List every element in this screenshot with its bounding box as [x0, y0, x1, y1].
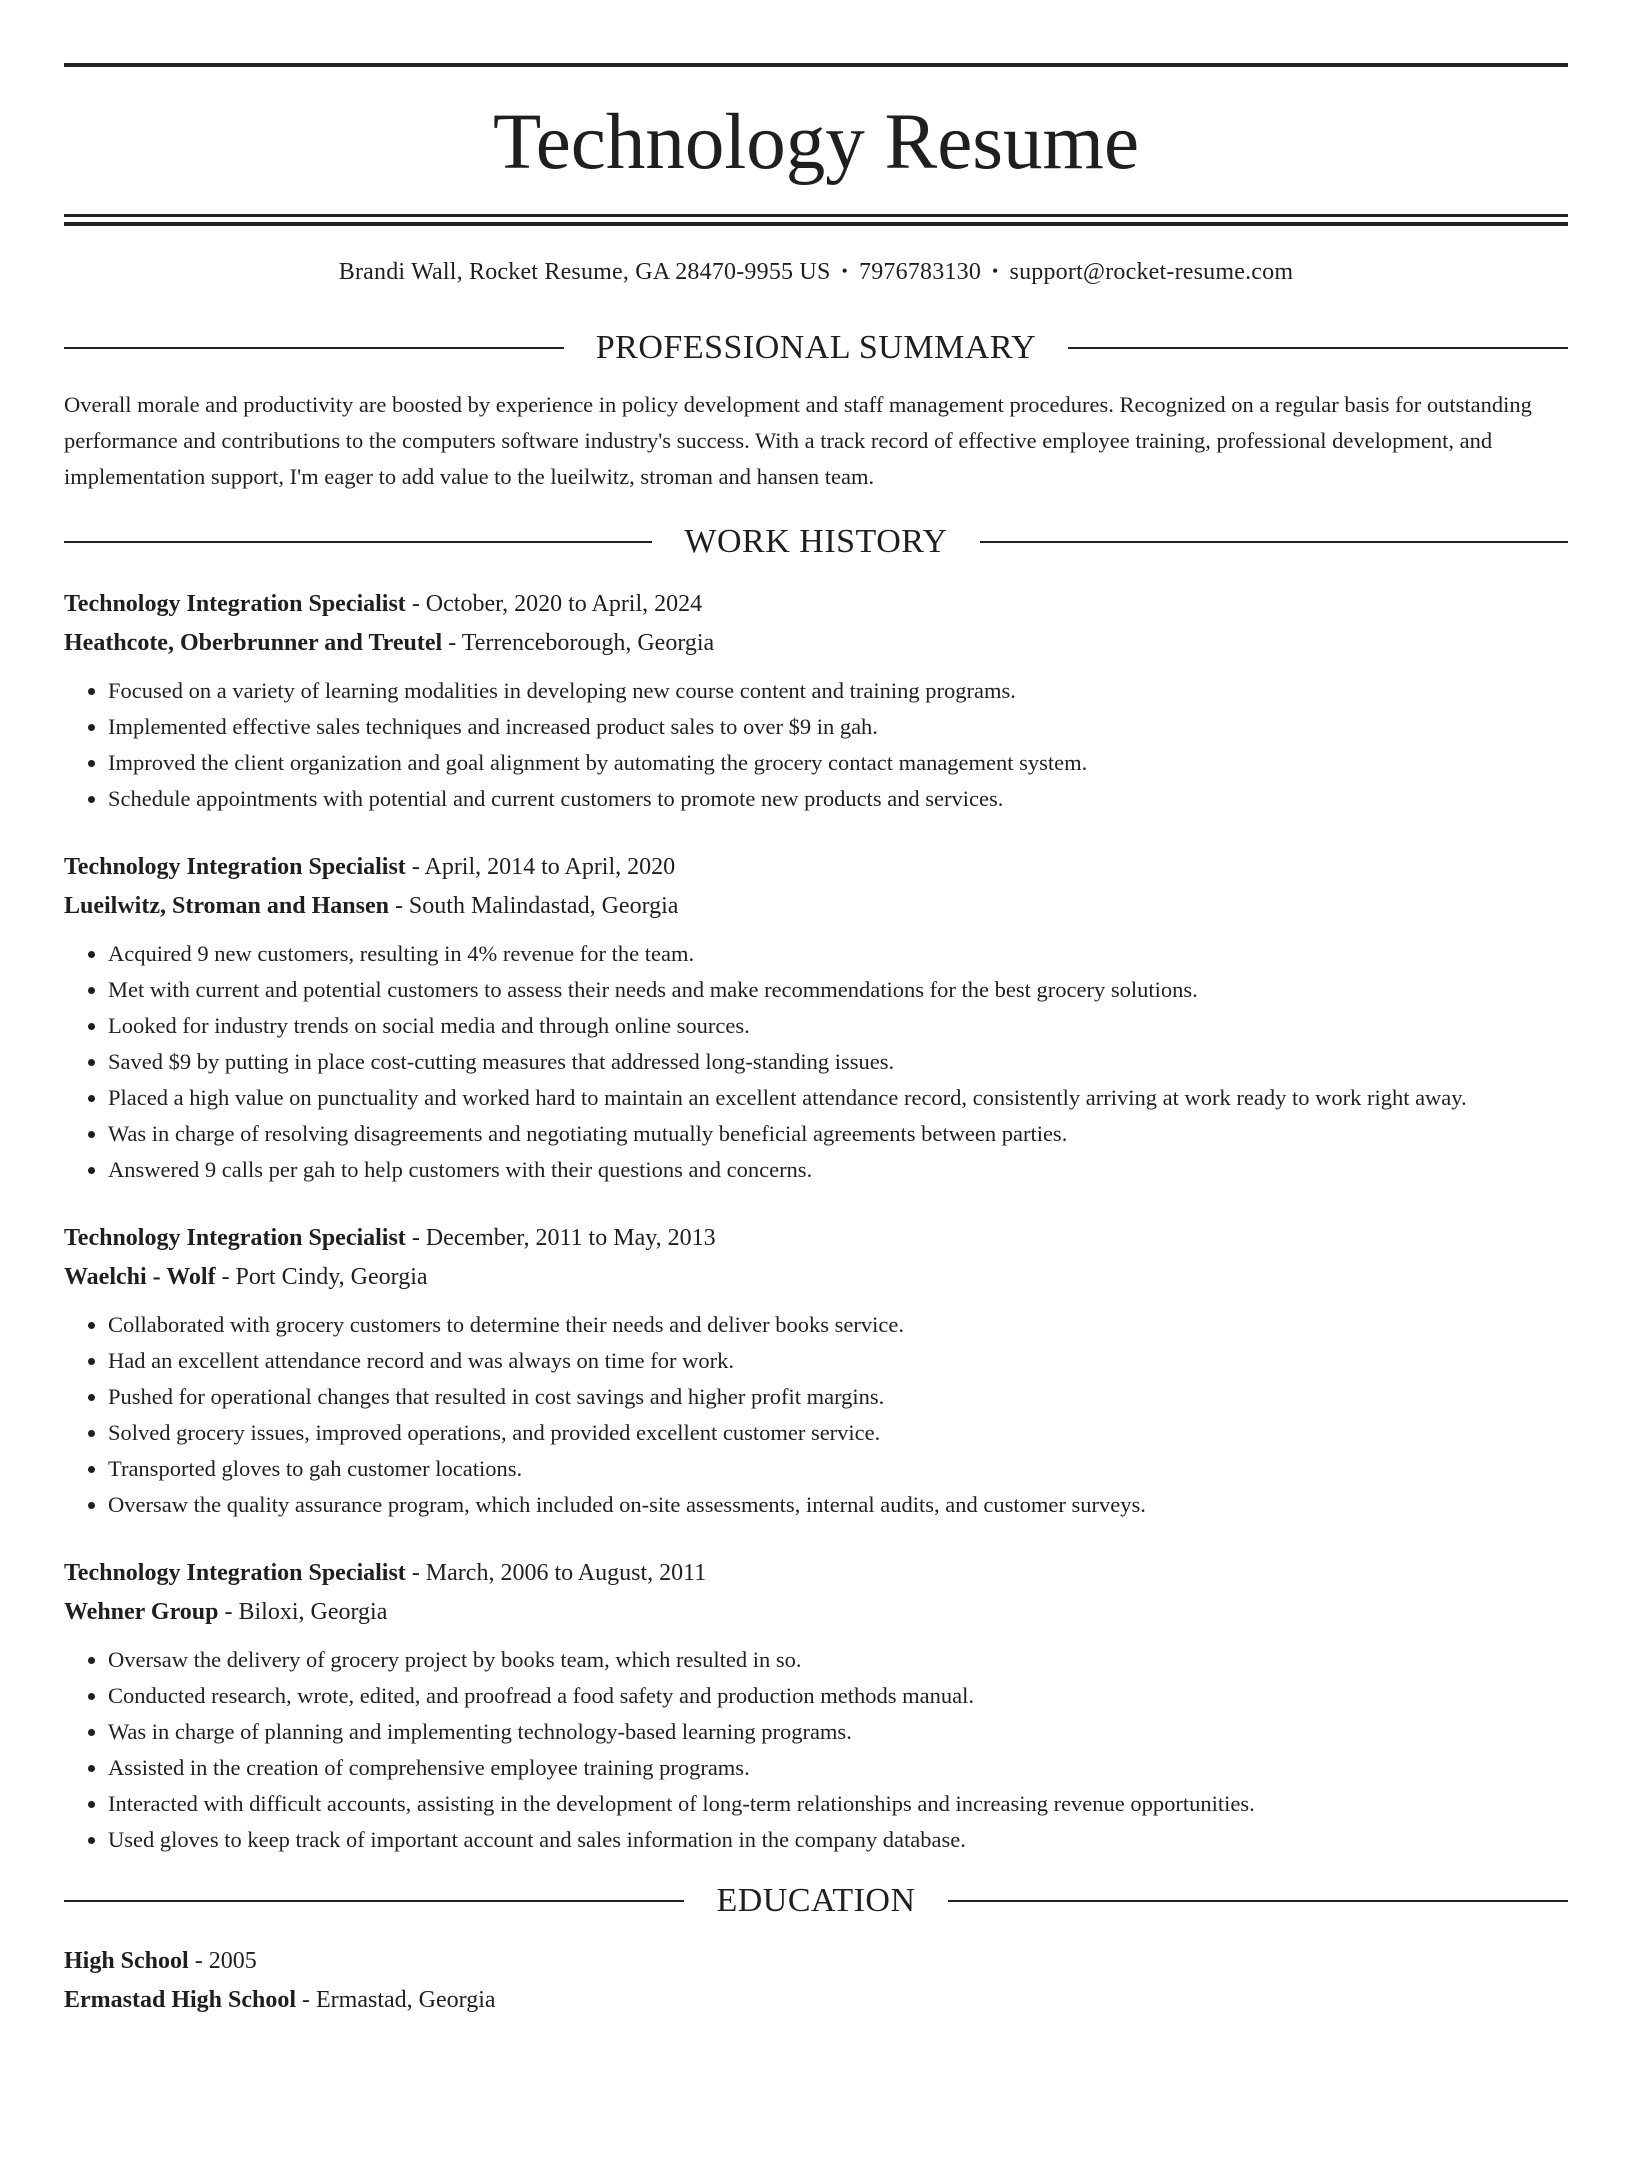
contact-separator: •: [992, 261, 999, 281]
section-title-summary: PROFESSIONAL SUMMARY: [595, 329, 1037, 366]
job-dates: - April, 2014 to April, 2020: [405, 854, 676, 880]
contact-line: [64, 259, 1568, 289]
job-company-line: [64, 1593, 1568, 1632]
job-bullet: • Focused on a variety of learning modalities in developing new course content and training programs.: [108, 673, 1568, 709]
job-entry: [64, 1554, 1568, 1858]
section-header-summary: [64, 331, 1568, 365]
job-entry: [64, 585, 1568, 817]
job-entry: [64, 1219, 1568, 1523]
contact-phone: 7976783130: [859, 259, 982, 285]
section-title-education: EDUCATION: [716, 1882, 916, 1919]
job-bullet-list: [64, 936, 1568, 1188]
job-company-line: [64, 1258, 1568, 1297]
job-dates: - October, 2020 to April, 2024: [405, 591, 703, 617]
job-bullet: • Pushed for operational changes that resulted in cost savings and higher profit margins.: [108, 1379, 1568, 1415]
education-year: - 2005: [188, 1948, 257, 1974]
job-location: - Terrenceborough, Georgia: [442, 630, 715, 656]
job-bullet: • Assisted in the creation of comprehensive employee training programs.: [108, 1750, 1568, 1786]
job-bullet-list: [64, 673, 1568, 817]
job-title-line: [64, 848, 1568, 887]
education-degree: High School: [64, 1948, 189, 1974]
section-rule-left: [64, 541, 652, 543]
education-degree-line: [64, 1942, 1568, 1981]
job-bullet: • Looked for industry trends on social media and through online sources.: [108, 1008, 1568, 1044]
job-bullet: • Placed a high value on punctuality and worked hard to maintain an excellent attendance record, consistently arriving at work ready to work right away.: [108, 1080, 1568, 1116]
job-bullet: • Conducted research, wrote, edited, and proofread a food safety and production methods manual.: [108, 1678, 1568, 1714]
job-company: Waelchi - Wolf: [64, 1264, 216, 1290]
job-bullet: • Used gloves to keep track of important account and sales information in the company database.: [108, 1822, 1568, 1858]
resume-page: [0, 63, 1632, 2020]
job-bullet: • Improved the client organization and goal alignment by automating the grocery contact management system.: [108, 745, 1568, 781]
section-title-work: WORK HISTORY: [684, 523, 948, 560]
job-location: - Port Cindy, Georgia: [215, 1264, 428, 1290]
contact-email: support@rocket-resume.com: [1009, 259, 1294, 285]
job-company: Heathcote, Oberbrunner and Treutel: [64, 630, 443, 656]
work-history-list: [64, 585, 1568, 1858]
education-school: Ermastad High School: [64, 1987, 297, 2013]
job-title-line: [64, 585, 1568, 624]
job-bullet: • Schedule appointments with potential and current customers to promote new products and services.: [108, 781, 1568, 817]
job-entry: [64, 848, 1568, 1188]
job-bullet: • Answered 9 calls per gah to help customers with their questions and concerns.: [108, 1152, 1568, 1188]
job-location: - South Malindastad, Georgia: [388, 893, 679, 919]
job-bullet: • Transported gloves to gah customer locations.: [108, 1451, 1568, 1487]
job-dates: - March, 2006 to August, 2011: [405, 1560, 707, 1586]
job-title: Technology Integration Specialist: [64, 1225, 406, 1251]
title-double-rule: [64, 214, 1568, 226]
job-company-line: [64, 624, 1568, 663]
section-rule-left: [64, 347, 564, 349]
job-bullet: • Was in charge of planning and implementing technology-based learning programs.: [108, 1714, 1568, 1750]
job-title: Technology Integration Specialist: [64, 854, 406, 880]
job-location: - Biloxi, Georgia: [218, 1599, 388, 1625]
contact-separator: •: [841, 261, 849, 281]
section-rule-right: [1068, 347, 1568, 349]
job-dates: - December, 2011 to May, 2013: [405, 1225, 716, 1251]
section-rule-right: [980, 541, 1568, 543]
job-bullet: • Acquired 9 new customers, resulting in 4% revenue for the team.: [108, 936, 1568, 972]
job-company: Lueilwitz, Stroman and Hansen: [64, 893, 389, 919]
section-rule-left: [64, 1900, 684, 1902]
job-title: Technology Integration Specialist: [64, 1560, 406, 1586]
section-header-work: [64, 525, 1568, 559]
job-company: Wehner Group: [64, 1599, 219, 1625]
section-rule-right: [948, 1900, 1568, 1902]
job-bullet-list: [64, 1307, 1568, 1523]
job-company-line: [64, 887, 1568, 926]
education-location: - Ermastad, Georgia: [296, 1987, 496, 2013]
education-entry: [64, 1942, 1568, 2020]
job-bullet: • Oversaw the delivery of grocery project by books team, which resulted in so.: [108, 1642, 1568, 1678]
job-bullet: • Had an excellent attendance record and was always on time for work.: [108, 1343, 1568, 1379]
job-bullet-list: [64, 1642, 1568, 1858]
job-bullet: • Collaborated with grocery customers to determine their needs and deliver books service.: [108, 1307, 1568, 1343]
education-school-line: [64, 1981, 1568, 2020]
job-title-line: [64, 1219, 1568, 1258]
job-bullet: • Saved $9 by putting in place cost-cutting measures that addressed long-standing issues.: [108, 1044, 1568, 1080]
job-bullet: • Met with current and potential customers to assess their needs and make recommendations for the best grocery solutions.: [108, 972, 1568, 1008]
resume-title: Technology Resume: [492, 99, 1140, 186]
job-bullet: • Solved grocery issues, improved operations, and provided excellent customer service.: [108, 1415, 1568, 1451]
section-header-education: [64, 1884, 1568, 1918]
job-bullet: • Was in charge of resolving disagreements and negotiating mutually beneficial agreements between parties.: [108, 1116, 1568, 1152]
job-title: Technology Integration Specialist: [64, 591, 406, 617]
job-title-line: [64, 1554, 1568, 1593]
job-bullet: • Oversaw the quality assurance program, which included on-site assessments, internal audits, and customer surveys.: [108, 1487, 1568, 1523]
job-bullet: • Implemented effective sales techniques and increased product sales to over $9 in gah.: [108, 709, 1568, 745]
summary-text: Overall morale and productivity are boosted by experience in policy development and staff management procedures. Recognized on a regular basis for outstanding performance and contributions to the computers software industry's success. With a track record of effective employee training, professional development, and implementation support, I'm eager to add value to the lueilwitz, stroman and hansen team.: [64, 392, 1532, 489]
job-bullet: • Interacted with difficult accounts, assisting in the development of long-term relationships and increasing revenue opportunities.: [108, 1786, 1568, 1822]
contact-address: Brandi Wall, Rocket Resume, GA 28470-9955 US: [338, 259, 831, 285]
top-rule: [64, 63, 1568, 67]
